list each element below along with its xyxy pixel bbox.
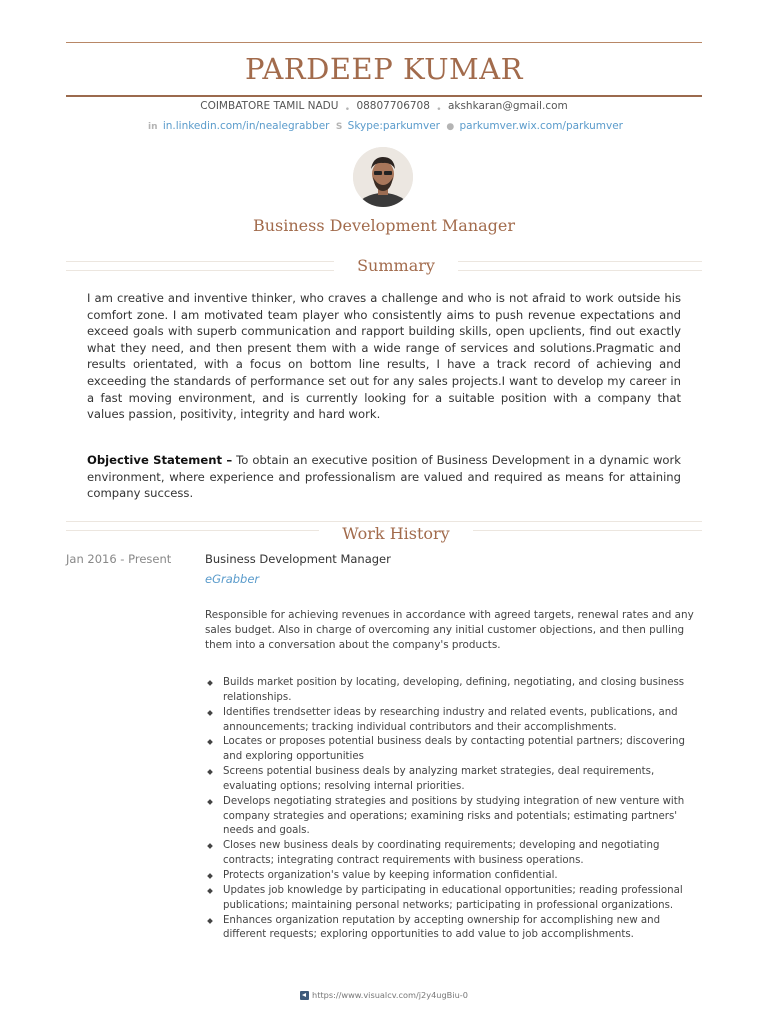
list-item: Identifies trendsetter ideas by researching industry and related events, publications, and announcements; tracking individual contributors and their accomplishments.	[205, 706, 700, 736]
candidate-name: PARDEEP KUMAR	[245, 52, 523, 86]
footer-url[interactable]: https://www.visualcv.com/j2y4ugBiu-0	[312, 990, 468, 1000]
summary-heading: Summary	[334, 256, 458, 275]
list-item: Screens potential business deals by analyzing market strategies, deal requirements, evaluating options; resolving internal priorities.	[205, 765, 700, 795]
website-link[interactable]: parkumver.wix.com/parkumver	[459, 120, 624, 132]
summary-text: I am creative and inventive thinker, who craves a challenge and who is not afraid to work outside his comfort zone. I am motivated team player who consistently aims to push revenue expectations and exceed goals with superb communication and rapport building skills, open upclients, find out exactly what they need, and then present them with a wide range of services and solutions.Pragmatic and results orientated, with a focus on bottom line results, I have a track record of achieving and exceeding the standards of performance set out for any sales projects.I want to develop my career in a fast moving environment, and is currently looking for a suitable position with a company that values passion, positivity, integrity and hard work.	[87, 291, 681, 422]
linkedin-icon: in	[147, 122, 158, 132]
top-rule	[66, 42, 702, 43]
list-item: Protects organization's value by keeping information confidential.	[205, 869, 700, 884]
job-company[interactable]: eGrabber	[205, 572, 260, 586]
footer	[0, 990, 768, 1000]
globe-icon: ●	[446, 122, 455, 132]
phone: 08807706708	[356, 100, 430, 112]
objective-statement	[87, 452, 681, 502]
list-item: Locates or proposes potential business deals by contacting potential partners; discovering and exploring opportunities	[205, 735, 700, 765]
name-underline	[66, 95, 702, 97]
location: COIMBATORE TAMIL NADU	[200, 100, 339, 112]
job-dates: Jan 2016 - Present	[66, 552, 172, 566]
job-role: Business Development Manager	[205, 552, 391, 566]
skype-icon: S	[335, 122, 343, 132]
separator-dot: •	[344, 105, 351, 115]
linkedin-link[interactable]: in.linkedin.com/in/nealegrabber	[162, 120, 330, 132]
avatar-photo	[353, 147, 413, 207]
contact-line	[0, 100, 768, 115]
job-bullets	[205, 676, 700, 943]
skype-link[interactable]: Skype:parkumver	[347, 120, 440, 132]
links-line	[0, 120, 768, 132]
objective-label: Objective Statement –	[87, 453, 233, 467]
job-description: Responsible for achieving revenues in accordance with agreed targets, renewal rates and any sales budget. Also in charge of overcoming any initial customer objections, and then pulling them into a conversation about the company's products.	[205, 609, 694, 651]
list-item: Updates job knowledge by participating in educational opportunities; reading professional publications; maintaining personal networks; participating in professional organizations.	[205, 884, 700, 914]
objective-text: To obtain an executive position of Business Development in a dynamic work environment, where experience and professionalism are valued and required as means for attaining company success.	[87, 453, 681, 501]
separator-dot: •	[436, 105, 442, 115]
list-item: Builds market position by locating, developing, defining, negotiating, and closing business relationships.	[205, 676, 700, 706]
list-item: Closes new business deals by coordinating requirements; developing and negotiating contracts; integrating contract requirements with business operations.	[205, 839, 700, 869]
list-item: Develops negotiating strategies and positions by studying integration of new venture with company strategies and operations; examining risks and potentials; estimating partners' needs and goals.	[205, 795, 700, 840]
avatar	[353, 147, 413, 207]
visualcv-logo-icon	[300, 991, 309, 1000]
email[interactable]: akshkaran@gmail.com	[447, 100, 568, 112]
job-title: Business Development Manager	[252, 216, 516, 235]
work-history-heading: Work History	[319, 524, 473, 543]
list-item: Enhances organization reputation by accepting ownership for accomplishing new and different requests; exploring opportunities to add value to job accomplishments.	[205, 914, 700, 944]
